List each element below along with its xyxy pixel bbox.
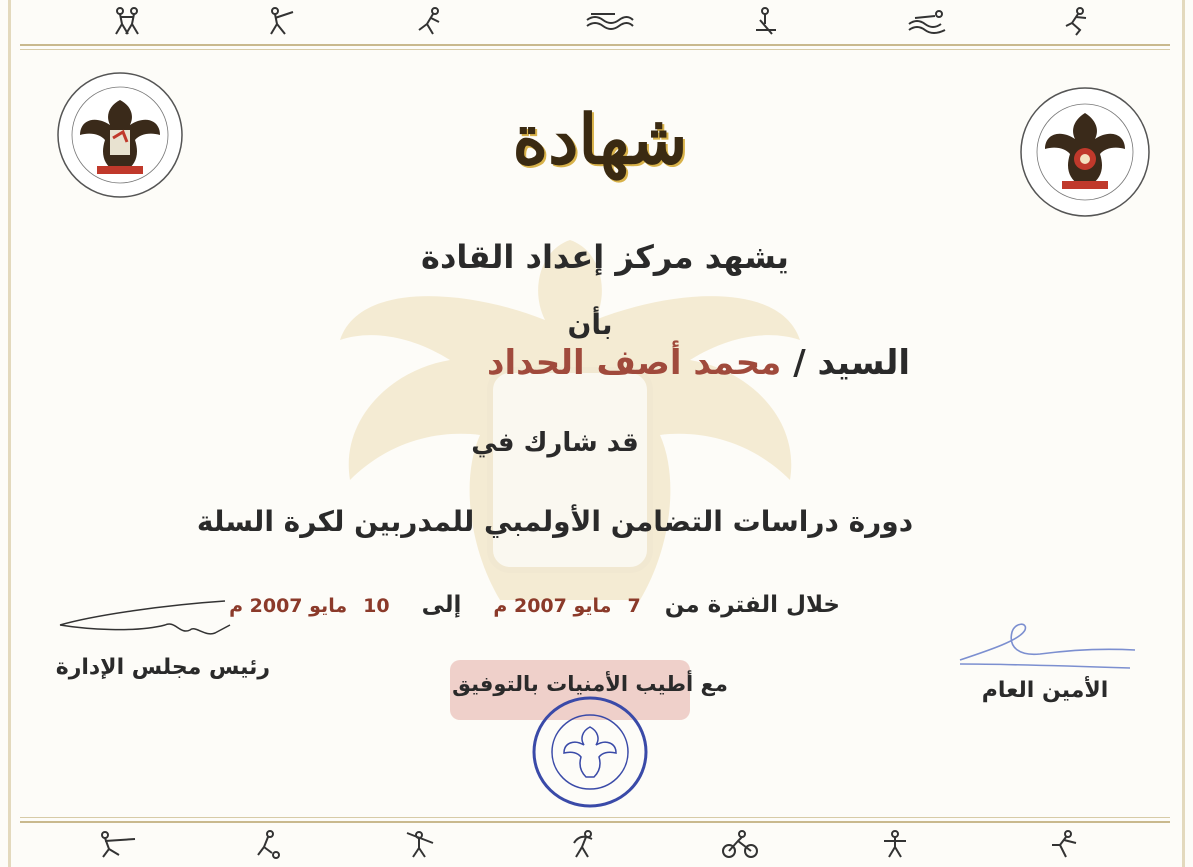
frame-border-right (1182, 0, 1185, 867)
honorific: السيد / (793, 343, 910, 383)
chairman-signature-icon (55, 595, 255, 655)
eagle-watermark-icon (300, 220, 840, 740)
recipient-name: محمد أصف الحداد (487, 343, 782, 383)
hurdler-icon (1050, 829, 1080, 859)
runner-icon (415, 6, 445, 36)
footballer-icon (252, 829, 282, 859)
period-line (229, 592, 840, 618)
youth-sports-authority-seal-icon (1018, 85, 1153, 220)
participated-line: قد شارك في (471, 428, 639, 458)
that-word: بأن (567, 308, 613, 341)
bottom-sports-band (20, 821, 1170, 867)
swimmer-icon (905, 6, 950, 36)
issuer-line: يشهد مركز إعداد القادة (421, 238, 789, 276)
secretary-general-title: الأمين العام (981, 678, 1109, 703)
period-label: خلال الفترة من (664, 592, 840, 618)
chairman-title: رئيس مجلس الإدارة (55, 655, 270, 680)
archer-icon (570, 829, 600, 859)
to-label: إلى (421, 592, 462, 618)
certificate-title: شهادة (512, 100, 688, 180)
javelin-icon (405, 829, 435, 859)
to-month-year: مايو 2007 م (229, 595, 348, 617)
recipient-row (320, 343, 910, 383)
from-day: 7 (627, 595, 641, 617)
gymnast-icon (880, 829, 910, 859)
shooter-icon (95, 829, 140, 859)
wrestlers-icon (108, 6, 148, 36)
course-name: دورة دراسات التضامن الأولمبي للمدربين لكرة السلة (196, 505, 914, 538)
top-sports-band (20, 0, 1170, 46)
cyclist-icon (720, 829, 760, 859)
closing-wishes: مع أطيب الأمنيات بالتوفيق (452, 672, 728, 696)
from-month-year: مايو 2007 م (493, 595, 612, 617)
official-stamp-icon (530, 695, 650, 810)
sprinter-icon (1060, 6, 1090, 36)
fencer-icon (265, 6, 295, 36)
swimmer-icon (585, 6, 635, 36)
secretary-signature-icon (950, 620, 1140, 680)
leaders-center-seal-icon (55, 70, 185, 200)
to-day: 10 (363, 595, 390, 617)
rower-icon (750, 6, 780, 36)
frame-border-left (8, 0, 11, 867)
